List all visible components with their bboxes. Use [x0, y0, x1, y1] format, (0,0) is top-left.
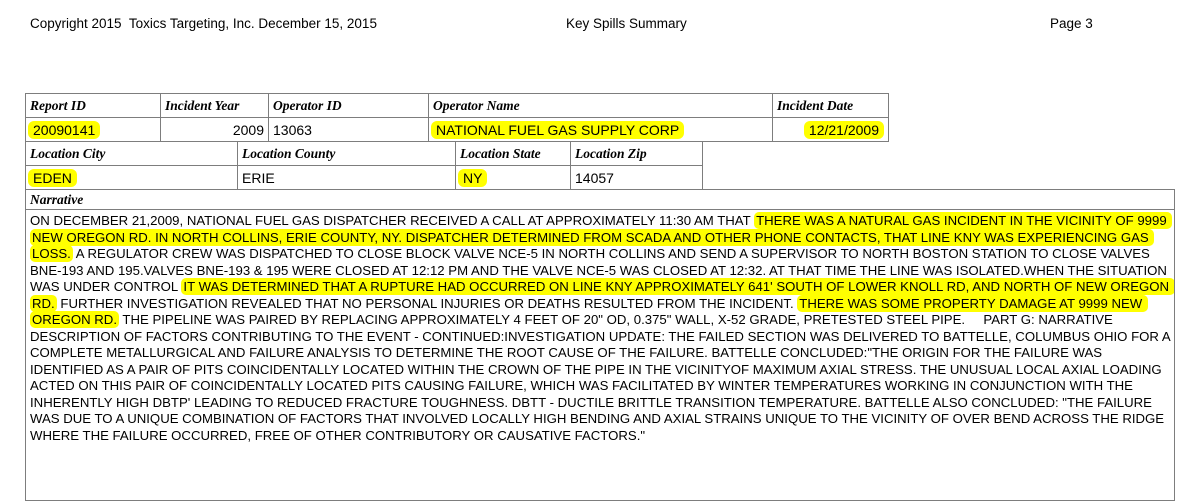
location-header-row	[26, 142, 703, 166]
value-location-zip-cell	[571, 166, 703, 190]
narrative-label-row	[25, 189, 1175, 210]
narrative-text: THE PIPELINE WAS PAIRED BY REPLACING APPROXIMATELY 4 FEET OF 20" OD, 0.375" WALL, X-52 GRADE, PRETESTED STEEL PIPE. PART G: NARRATIVE DESCRIPTION OF FACTORS CONTRIBUTING TO THE EVENT - CONTINUED:INVESTIGATION UPDATE: THE FAILED SECTION WAS DELIVERED TO BATTELLE, COLUMBUS OHIO FOR A COMPLETE METALLURGICAL AND FAILURE ANALYSIS TO DETERMINE THE ROOT CAUSE OF THE FAILURE. BATTELLE CONCLUDED:"THE ORIGIN FOR THE FAILURE WAS IDENTIFIED AS A PAIR OF PITS COINCIDENTALLY LOCATED WITHIN THE CROWN OF THE PIPE IN THE VICINITYOF MAXIMUM AXIAL STRESS. THE UNUSUAL LOCAL AXIAL LOADING ACTED ON THIS PAIR OF COINCIDENTALLY LOCATED PITS CAUSING FAILURE, WHICH WAS FACILITATED BY WINTER TEMPERATURES WORKING IN CONJUNCTION WITH THE INHERENTLY HIGH DBTP' LEADING TO REDUCED FRACTURE TOUGHNESS. DBTT - DUCTILE BRITTLE TRANSITION TEMPERATURE. BATTELLE ALSO CONCLUDED: "THE FAILURE WAS DUE TO A UNIQUE COMBINATION OF FACTORS THAT INVOLVED LOCALLY HIGH BENDING AND AXIAL STRAINS UNIQUE TO THE VICINITY OF OVER BEND ACROSS THE RIDGE WHERE THE FAILURE OCCURRED, FREE OF OTHER CONTRIBUTORY OR CAUSATIVE FACTORS."	[30, 312, 1174, 443]
summary-value-row	[26, 118, 889, 142]
header-operator-id: Operator ID	[269, 94, 429, 118]
header-incident-date: Incident Date	[773, 94, 889, 118]
header-location-zip: Location Zip	[571, 142, 703, 166]
page-number: Page 3	[1050, 16, 1093, 31]
value-location-city: EDEN	[28, 169, 77, 187]
value-location-state-cell	[456, 166, 571, 190]
narrative-highlighted-text: THERE WAS A NATURAL GAS INCIDENT IN THE VICINITY OF 9999 NEW OREGON RD. IN NORTH COLLINS, ERIE COUNTY, NY. DISPATCHER DETERMINED FROM SCADA AND OTHER PHONE CONTACTS, THAT LINE KNY WAS EXPERIENCING GAS LOSS.	[32, 213, 1171, 261]
narrative-label: Narrative	[30, 192, 84, 207]
value-incident-year: 2009	[232, 121, 264, 138]
value-report-id-cell	[26, 118, 161, 142]
page-title: Key Spills Summary	[566, 16, 687, 31]
copyright-text: Copyright 2015 Toxics Targeting, Inc. December 15, 2015	[30, 16, 377, 31]
narrative-highlighted-text: IT WAS DETERMINED THAT A RUPTURE HAD OCCURRED ON LINE KNY APPROXIMATELY 641' SOUTH OF LOWER KNOLL RD, AND NORTH OF NEW OREGON RD.	[32, 279, 1173, 311]
narrative-text-box	[25, 209, 1175, 501]
summary-header-row	[26, 94, 889, 118]
value-operator-id: 13063	[273, 121, 312, 138]
incident-summary-table	[25, 93, 889, 142]
header-location-city: Location City	[26, 142, 238, 166]
narrative-highlighted-text: THERE WAS SOME PROPERTY DAMAGE AT 9999 NEW OREGON RD.	[32, 295, 1146, 327]
narrative-text: A REGULATOR CREW WAS DISPATCHED TO CLOSE BLOCK VALVE NCE-5 IN NORTH COLLINS AND SEND A SUPERVISOR TO NORTH BOSTON STATION TO CLOSE VALVES BNE-193 AND 195.VALVES BNE-193 & 195 WERE CLOSED AT 12:12 PM AND THE VALVE NCE-5 WAS CLOSED AT 12:32. AT THAT TIME THE LINE WAS ISOLATED.WHEN THE SITUATION WAS UNDER CONTROL	[30, 246, 1171, 294]
value-report-id: 20090141	[28, 121, 100, 139]
value-operator-name-cell	[429, 118, 773, 142]
value-location-zip: 14057	[575, 169, 614, 186]
value-incident-year-cell	[161, 118, 269, 142]
header-report-id: Report ID	[26, 94, 161, 118]
value-location-county-cell	[238, 166, 456, 190]
header-location-state: Location State	[456, 142, 571, 166]
narrative-text: FURTHER INVESTIGATION REVEALED THAT NO PERSONAL INJURIES OR DEATHS RESULTED FROM THE INCIDENT.	[56, 295, 798, 311]
header-location-county: Location County	[238, 142, 456, 166]
header-operator-name: Operator Name	[429, 94, 773, 118]
value-operator-id-cell	[269, 118, 429, 142]
location-table	[25, 141, 703, 190]
value-location-state: NY	[458, 169, 487, 187]
value-location-city-cell	[26, 166, 238, 190]
value-incident-date-cell	[773, 118, 889, 142]
header-incident-year: Incident Year	[161, 94, 269, 118]
value-location-county: ERIE	[242, 169, 275, 186]
narrative-text: ON DECEMBER 21,2009, NATIONAL FUEL GAS DISPATCHER RECEIVED A CALL AT APPROXIMATELY 11:30 AM THAT	[30, 213, 755, 228]
location-value-row	[26, 166, 703, 190]
value-incident-date: 12/21/2009	[804, 121, 884, 139]
value-operator-name: NATIONAL FUEL GAS SUPPLY CORP	[431, 121, 684, 139]
